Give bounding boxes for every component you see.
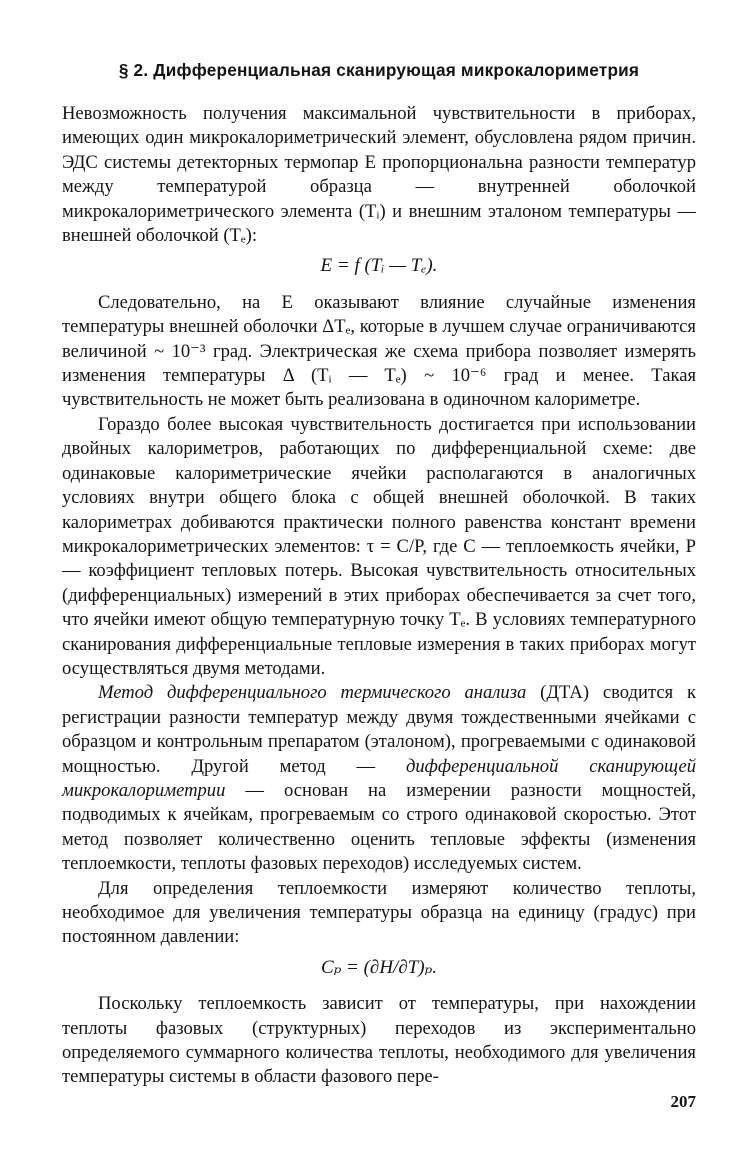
term-dsc: дифференциальной сканирующей микрокалориметрии [62,755,696,801]
paragraph-4-part-b: — основан на измерении разности мощностей, подводимых к ячейкам, прогреваемым со строго одинаковой скоростью. Этот метод позволяет количественно оценить тепловые эффекты (изменения теплоемкости, теплоты фазовых переходов) исследуемых систем. [62,779,696,875]
paragraph-4-part-a: (ДТА) сводится к регистрации разности температур между двумя тождественными ячейками с образцом и контрольным препаратом (эталоном), прогреваемыми с одинаковой мощностью. Другой метод — [62,682,697,777]
term-dta: Метод дифференциального термического анализа [98,682,527,704]
formula-emf: E = f (Tᵢ — Tₑ). [320,255,438,277]
formula-heat-capacity: Cₚ = (∂H/∂T)ₚ. [321,956,437,978]
paragraph-5: Для определения теплоемкости измеряют количество теплоты, необходимое для увеличения температуры образца на единицу (градус) при постоянном давлении: [62,877,696,948]
section-title: § 2. Дифференциальная сканирующая микрокалориметрия [118,60,640,80]
paragraph-2: Следовательно, на E оказывают влияние случайные изменения температуры внешней оболочки ΔTₑ, которые в лучшем случае ограничиваются величиной ~ 10⁻³ град. Электрическая же схема прибора позволяет измерять изменения температуры Δ (Tᵢ — Tₑ) ~ 10⁻⁶ град и менее. Такая чувствительность не может быть реализована в одиночном калориметре. [62,291,696,411]
book-page [62,58,696,1118]
paragraph-6: Поскольку теплоемкость зависит от температуры, при нахождении теплоты фазовых (структурных) переходов из экспериментально определяемого суммарного количества теплоты, необходимого для увеличения температуры системы в области фазового пере- [62,993,696,1088]
paragraph-3: Гораздо более высокая чувствительность достигается при использовании двойных калориметров, работающих по дифференциальной схеме: две одинаковые калориметрические ячейки располагаются в аналогичных условиях внутри общего блока с общей внешней оболочкой. В таких калориметрах добиваются практически полного равенства констант времени микрокалориметрических элементов: τ = C/P, где C — теплоемкость ячейки, P — коэффициент тепловых потерь. Высокая чувствительность относительных (дифференциальных) измерений в этих приборах обеспечивается за счет того, что ячейки имеют общую температурную точку Tₑ. В условиях температурного сканирования дифференциальные тепловые измерения в таких приборах могут осуществляться двумя методами. [62,413,696,679]
paragraph-1: Невозможность получения максимальной чувствительности в приборах, имеющих один микрокалориметрический элемент, обусловлена рядом причин. ЭДС системы детекторных термопар E пропорциональна разности температур между температурой образца — внутренней оболочкой микрокалориметрического элемента (Tᵢ) и внешним эталоном температуры — внешней оболочкой (Tₑ): [62,103,696,247]
paragraph-4 [62,681,696,876]
page-number: 207 [670,1092,696,1111]
